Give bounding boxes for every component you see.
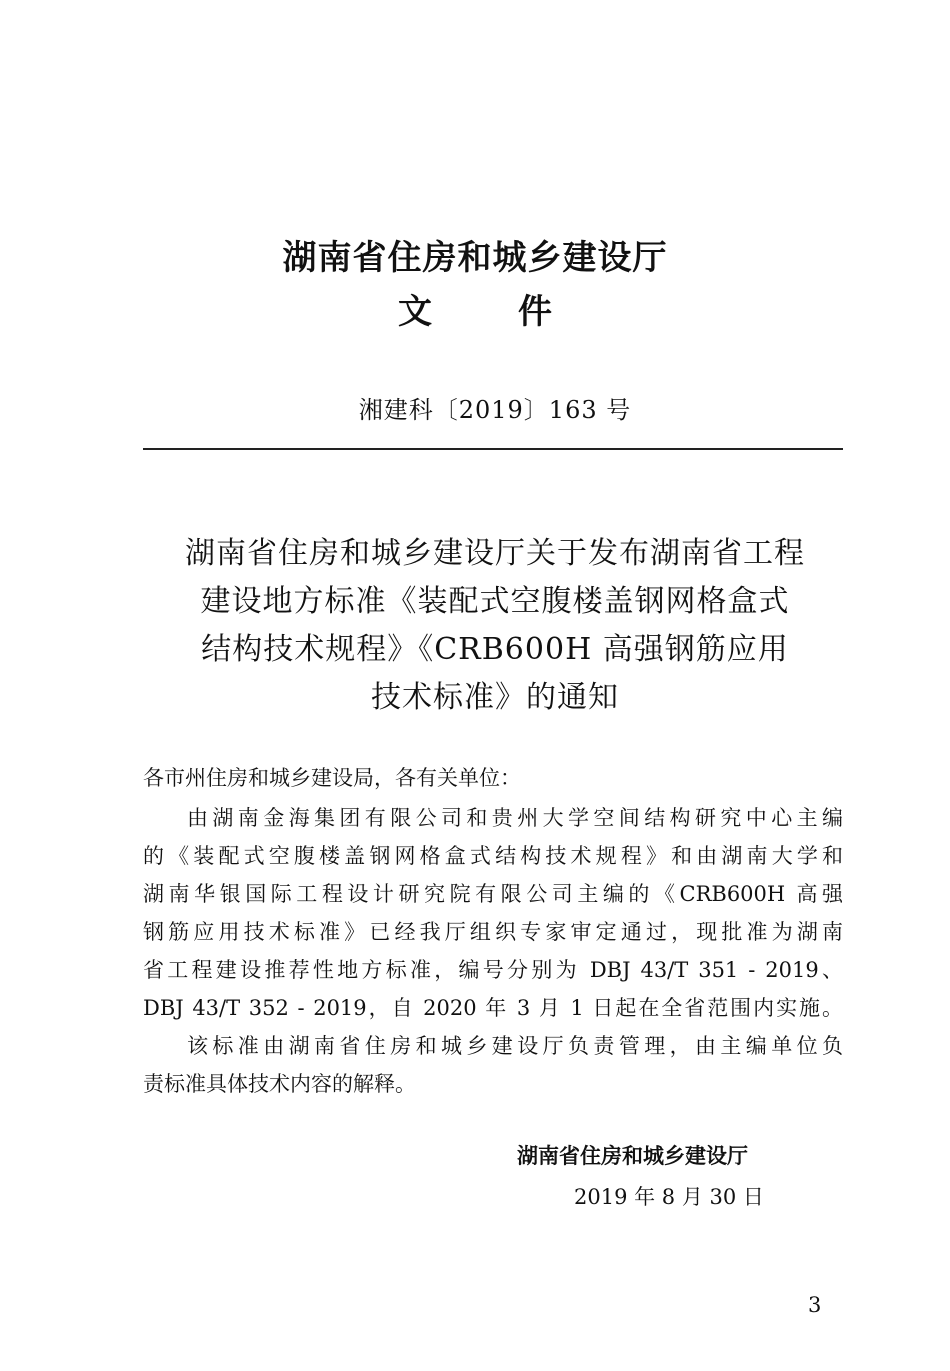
notice-title (100, 530, 890, 722)
body-line: 省工程建设推荐性地方标准，编号分别为 DBJ 43/T 351 - 2019、 (143, 958, 843, 982)
body-line: 该标准由湖南省住房和城乡建设厅负责管理，由主编单位负 (187, 1034, 843, 1058)
notice-title-line: 结构技术规程》《CRB600H 高强钢筋应用 (201, 632, 789, 667)
notice-title-line: 建设地方标准《装配式空腹楼盖钢网格盒式 (200, 584, 790, 619)
signature-date: 2019 年 8 月 30 日 (574, 1185, 764, 1209)
notice-body (143, 799, 843, 1103)
document-label-char-2: 件 (518, 292, 552, 332)
issuer-heading: 湖南省住房和城乡建设厅 (282, 238, 668, 278)
body-line: DBJ 43/T 352 - 2019，自 2020 年 3 月 1 日起在全省范围内实施。 (143, 996, 843, 1020)
document-label (0, 288, 950, 336)
header-divider (143, 448, 843, 450)
document-number: 湘建科〔2019〕163 号 (358, 396, 632, 424)
page-number: 3 (808, 1293, 822, 1317)
body-line: 钢筋应用技术标准》已经我厅组织专家审定通过，现批准为湖南 (143, 920, 843, 944)
body-line: 湖南华银国际工程设计研究院有限公司主编的《CRB600H 高强 (143, 882, 843, 906)
body-line: 由湖南金海集团有限公司和贵州大学空间结构研究中心主编 (187, 806, 843, 830)
notice-title-line: 技术标准》的通知 (371, 680, 619, 715)
signature-organization: 湖南省住房和城乡建设厅 (517, 1144, 748, 1168)
body-line: 的《装配式空腹楼盖钢网格盒式结构技术规程》和由湖南大学和 (143, 844, 843, 868)
document-label-char-1: 文 (398, 292, 432, 332)
addressee: 各市州住房和城乡建设局，各有关单位： (143, 766, 521, 790)
notice-title-line: 湖南省住房和城乡建设厅关于发布湖南省工程 (185, 536, 805, 571)
body-line: 责标准具体技术内容的解释。 (143, 1072, 416, 1096)
